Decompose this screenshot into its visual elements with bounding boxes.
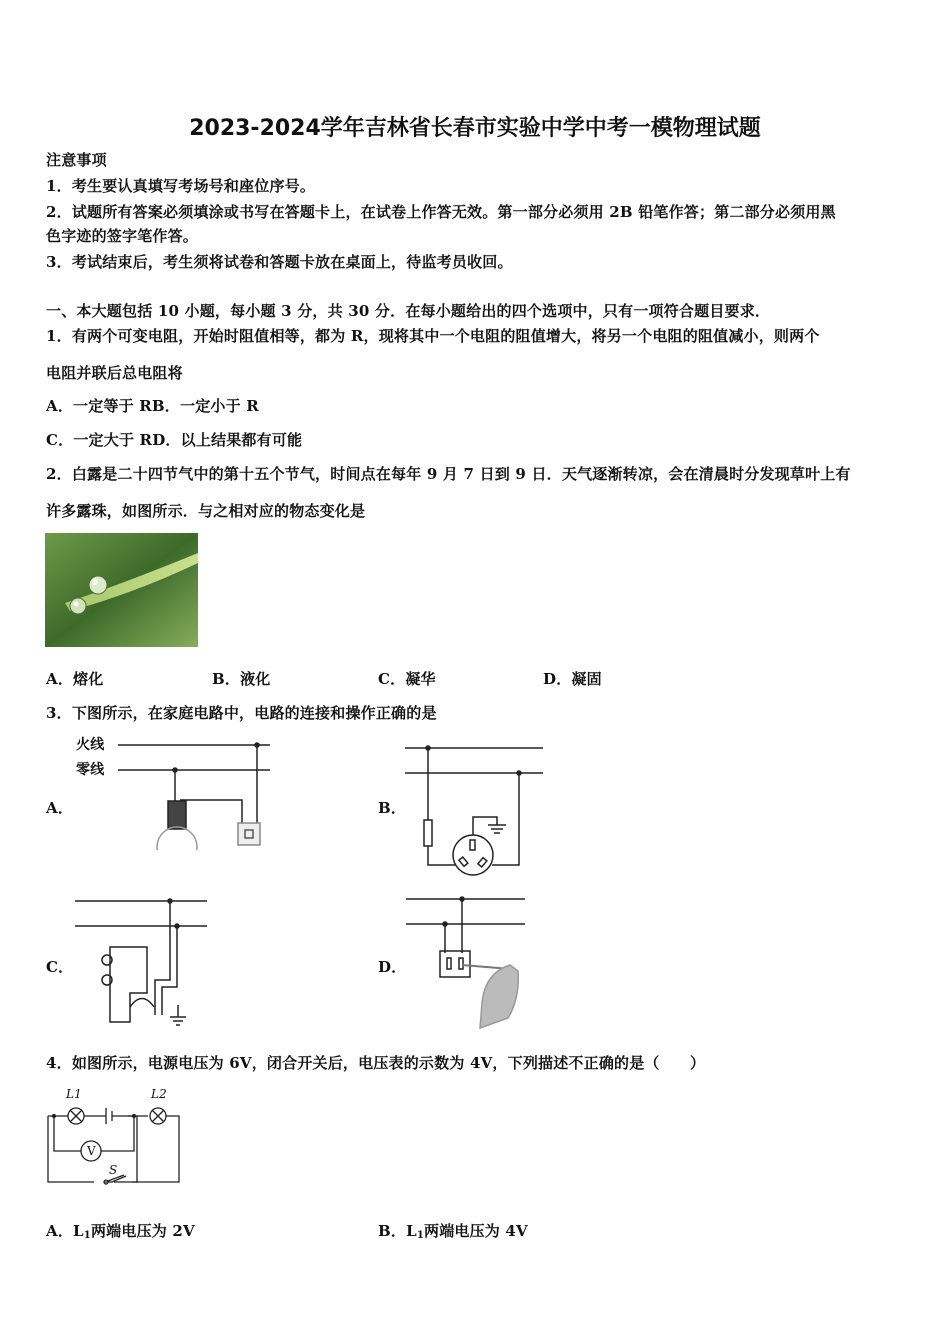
option-subscript: 1 <box>416 1230 424 1241</box>
q3-diagram-d <box>400 893 535 1033</box>
q3-diagram-a <box>110 735 280 850</box>
q3-stem: 3．下图所示，在家庭电路中，电路的连接和操作正确的是 <box>46 704 437 722</box>
neutral-wire-label: 零线 <box>76 762 105 778</box>
q4-option-a <box>46 1221 195 1246</box>
q2-stem-cont: 许多露珠，如图所示．与之相对应的物态变化是 <box>46 502 366 520</box>
q2-stem: 2．白露是二十四节气中的第十五个节气，时间点在每年 9 月 7 日到 9 日．天气逐渐转凉，会在清晨时分发现草叶上有 <box>46 465 851 483</box>
q2-option-c: C．凝华 <box>378 670 436 688</box>
notice-heading: 注意事项 <box>46 151 107 169</box>
q4-stem: 4．如图所示，电源电压为 6V，闭合开关后，电压表的示数为 4V，下列描述不正确的是（ ） <box>46 1054 706 1072</box>
q3-label-d: D． <box>378 958 407 976</box>
voltmeter-label: V <box>87 1144 96 1158</box>
live-wire-label: 火线 <box>76 737 105 753</box>
q2-option-a: A．熔化 <box>46 670 104 688</box>
option-text: 两端电压为 4V <box>424 1222 528 1240</box>
notice-item: 1．考生要认真填写考场号和座位序号。 <box>46 177 316 195</box>
q3-diagram-b <box>400 740 550 880</box>
option-text: A．L <box>46 1222 84 1240</box>
page-title: 2023-2024学年吉林省长春市实验中学中考一模物理试题 <box>189 116 761 141</box>
notice-item: 色字迹的签字笔作答。 <box>46 227 199 245</box>
q1-stem-cont: 电阻并联后总电阻将 <box>46 364 183 382</box>
section-heading: 一、本大题包括 10 小题，每小题 3 分，共 30 分．在每小题给出的四个选项中，只有一项符合题目要求． <box>46 302 771 320</box>
q4-option-b <box>378 1221 528 1246</box>
option-subscript: 1 <box>83 1230 91 1241</box>
q1-options-ab: A．一定等于 RB．一定小于 R <box>46 397 259 415</box>
q1-stem: 1．有两个可变电阻，开始时阻值相等，都为 R，现将其中一个电阻的阻值增大，将另一个电阻的阻值减小，则两个 <box>46 327 820 345</box>
q3-label-b: B． <box>378 799 407 817</box>
notice-item: 3．考试结束后，考生须将试卷和答题卡放在桌面上，待监考员收回。 <box>46 253 513 271</box>
q3-label-a: A． <box>46 799 74 817</box>
q3-label-c: C． <box>46 958 74 976</box>
lamp-l2-label: L2 <box>151 1087 168 1101</box>
q2-option-b: B．液化 <box>212 670 271 688</box>
option-text: 两端电压为 2V <box>90 1222 195 1240</box>
switch-label: S <box>109 1163 118 1177</box>
dew-drop-photo <box>45 533 198 647</box>
q3-diagram-c <box>70 895 210 1030</box>
lamp-l1-label: L1 <box>66 1087 83 1101</box>
q1-options-cd: C．一定大于 RD．以上结果都有可能 <box>46 431 303 449</box>
q2-option-d: D．凝固 <box>543 670 602 688</box>
notice-item: 2．试题所有答案必须填涂或书写在答题卡上，在试卷上作答无效。第一部分必须用 2B 铅笔作答；第二部分必须用黑 <box>46 203 836 221</box>
option-text: B．L <box>378 1222 417 1240</box>
